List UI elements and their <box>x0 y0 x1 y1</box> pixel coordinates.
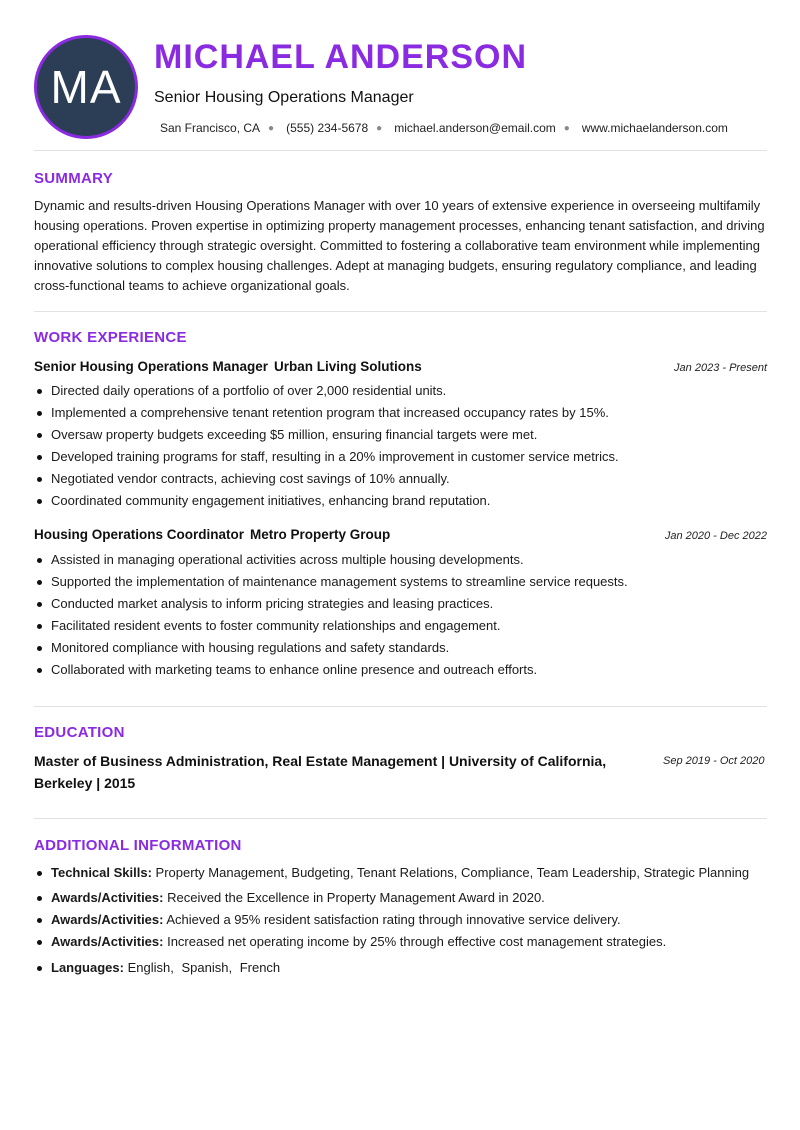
language-item: French <box>239 960 281 975</box>
job-bullets <box>34 549 767 681</box>
item-text: Achieved a 95% resident satisfaction rating through innovative service delivery. <box>166 912 621 927</box>
list-item <box>34 909 767 931</box>
avatar-initials: MA <box>50 61 122 113</box>
languages-label: Languages: <box>51 960 124 975</box>
list-item <box>34 931 767 953</box>
job-dates: Jan 2020 - Dec 2022 <box>664 530 767 542</box>
list-item: Negotiated vendor contracts, achieving cost savings of 10% annually. <box>34 468 767 490</box>
divider <box>34 818 767 819</box>
summary-text: Dynamic and results-driven Housing Operations Manager with over 10 years of extensive experience in overseeing multifamily housing operations. Proven expertise in optimizing property management processes, enhancing tenant satisfaction, and driving operational efficiency through strategic oversight. Committed to fostering a collaborative team environment while implementing innovative solutions to complex housing challenges. Adept at managing budgets, ensuring regulatory compliance, and leading cross-functional teams to achieve organizational goals. <box>34 198 765 293</box>
education-entry <box>34 750 767 794</box>
list-item: Conducted market analysis to inform pricing strategies and leasing practices. <box>34 593 767 615</box>
additional-info-list <box>34 862 767 979</box>
job-company: Metro Property Group <box>250 527 391 542</box>
candidate-title: Senior Housing Operations Manager <box>154 89 414 106</box>
separator-dot: ● <box>376 122 383 134</box>
job-bullets <box>34 380 767 512</box>
candidate-name: MICHAEL ANDERSON <box>154 38 528 76</box>
contact-website[interactable]: www.michaelanderson.com <box>581 121 728 135</box>
job-header <box>34 526 767 544</box>
divider <box>34 706 767 707</box>
list-item: Coordinated community engagement initiatives, enhancing brand reputation. <box>34 490 767 512</box>
job-company: Urban Living Solutions <box>274 359 422 374</box>
list-item: Oversaw property budgets exceeding $5 million, ensuring financial targets were met. <box>34 424 767 446</box>
list-item: Facilitated resident events to foster community relationships and engagement. <box>34 615 767 637</box>
item-text: Received the Excellence in Property Management Award in 2020. <box>167 890 545 905</box>
job-dates: Jan 2023 - Present <box>674 362 767 374</box>
language-item: Spanish, <box>181 960 233 975</box>
list-item: Implemented a comprehensive tenant retention program that increased occupancy rates by 15%. <box>34 402 767 424</box>
item-text: Increased net operating income by 25% through effective cost management strategies. <box>167 934 667 949</box>
separator-dot: ● <box>563 122 570 134</box>
list-item: Assisted in managing operational activities across multiple housing developments. <box>34 549 767 571</box>
contact-phone[interactable]: (555) 234-5678 <box>286 121 369 135</box>
list-item <box>34 862 767 884</box>
job-header <box>34 358 767 376</box>
job-title: Housing Operations Coordinator <box>34 527 245 542</box>
language-item: English, <box>127 960 174 975</box>
divider <box>34 150 767 151</box>
work-experience-heading: WORK EXPERIENCE <box>34 329 187 346</box>
item-label: Awards/Activities: <box>51 934 164 949</box>
list-item: Developed training programs for staff, resulting in a 20% improvement in customer service metrics. <box>34 446 767 468</box>
contact-bar <box>160 121 728 135</box>
list-item <box>34 957 767 979</box>
avatar <box>34 35 138 139</box>
list-item: Directed daily operations of a portfolio of over 2,000 residential units. <box>34 380 767 402</box>
separator-dot: ● <box>268 122 275 134</box>
summary-heading: SUMMARY <box>34 170 114 187</box>
education-degree: Master of Business Administration, Real Estate Management | University of California, Berkeley | 2015 <box>34 753 607 791</box>
item-label: Awards/Activities: <box>51 912 164 927</box>
list-item <box>34 887 767 909</box>
contact-email[interactable]: michael.anderson@email.com <box>394 121 556 135</box>
list-item: Collaborated with marketing teams to enhance online presence and outreach efforts. <box>34 659 767 681</box>
education-dates: Sep 2019 - Oct 2020 <box>663 755 765 767</box>
job-title: Senior Housing Operations Manager <box>34 359 269 374</box>
list-item: Supported the implementation of maintenance management systems to streamline service requests. <box>34 571 767 593</box>
item-label: Technical Skills: <box>51 865 152 880</box>
divider <box>34 311 767 312</box>
contact-location: San Francisco, CA <box>160 121 261 135</box>
item-label: Awards/Activities: <box>51 890 164 905</box>
item-text: Property Management, Budgeting, Tenant Relations, Compliance, Team Leadership, Strategic Planning <box>155 865 750 880</box>
education-heading: EDUCATION <box>34 724 125 741</box>
list-item: Monitored compliance with housing regulations and safety standards. <box>34 637 767 659</box>
additional-info-heading: ADDITIONAL INFORMATION <box>34 837 242 854</box>
